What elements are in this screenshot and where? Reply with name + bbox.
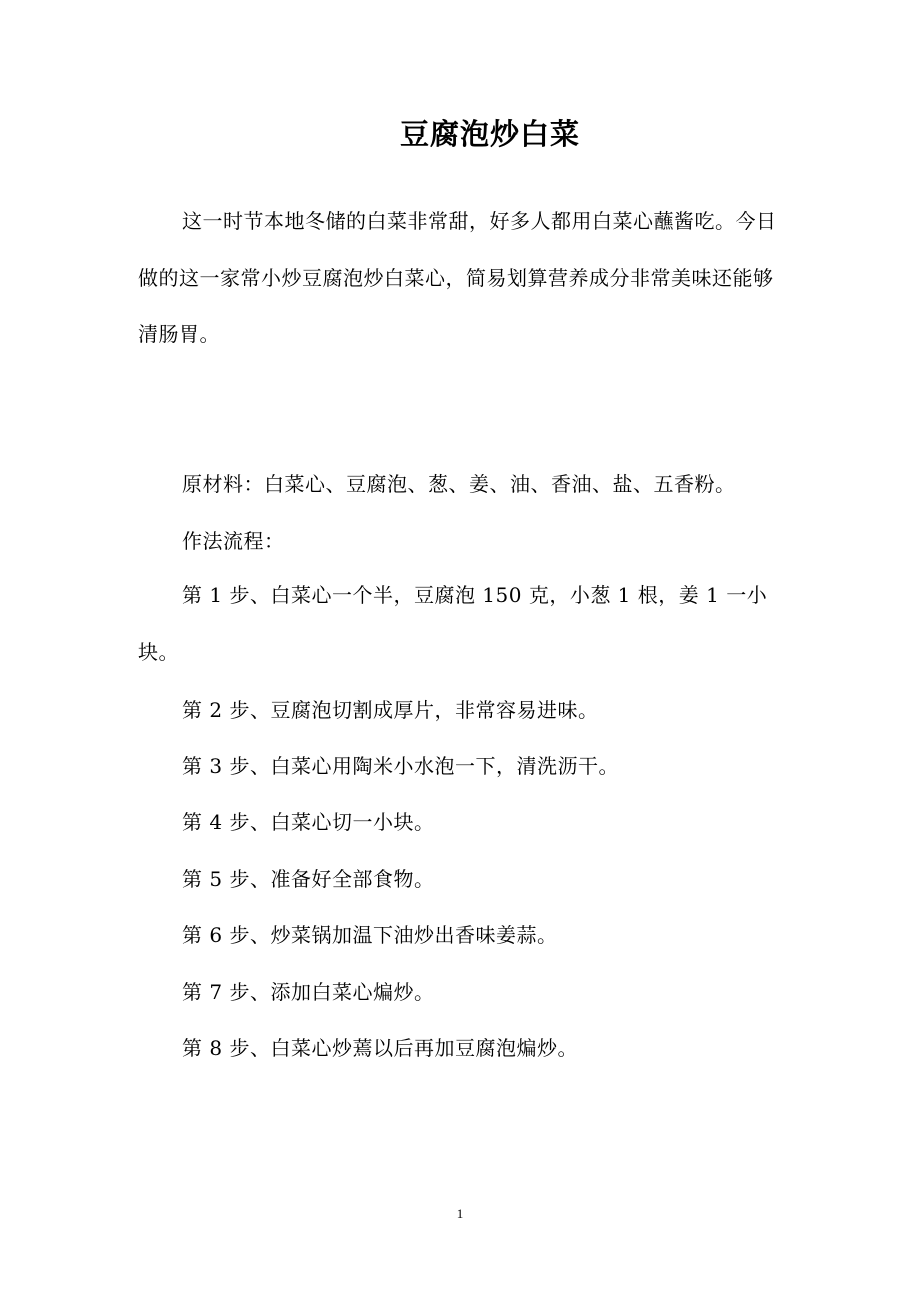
step-4: 第 4 步、白菜心切一小块。 [182, 810, 435, 834]
step-2: 第 2 步、豆腐泡切割成厚片，非常容易进味。 [182, 698, 599, 722]
intro-paragraph: 这一时节本地冬储的白菜非常甜，好多人都用白菜心蘸酱吃。今日做的这一家常小炒豆腐泡炒白菜心，简易划算营养成分非常美味还能够清肠胃。 [138, 209, 777, 346]
step-8: 第 8 步、白菜心炒蔫以后再加豆腐泡煸炒。 [182, 1036, 578, 1060]
step-7: 第 7 步、添加白菜心煸炒。 [182, 980, 435, 1004]
ingredients-line: 原材料：白菜心、豆腐泡、葱、姜、油、香油、盐、五香粉。 [182, 472, 736, 496]
document-title: 豆腐泡炒白菜 [399, 117, 580, 151]
step-6: 第 6 步、炒菜锅加温下油炒出香味姜蒜。 [182, 923, 558, 947]
page-number: 1 [456, 1206, 464, 1221]
step-5: 第 5 步、准备好全部食物。 [182, 867, 435, 891]
step-3: 第 3 步、白菜心用陶米小水泡一下，清洗沥干。 [182, 754, 619, 778]
step-1: 第 1 步、白菜心一个半，豆腐泡 150 克，小葱 1 根，姜 1 一小块。 [138, 583, 768, 664]
method-heading: 作法流程： [182, 529, 285, 553]
